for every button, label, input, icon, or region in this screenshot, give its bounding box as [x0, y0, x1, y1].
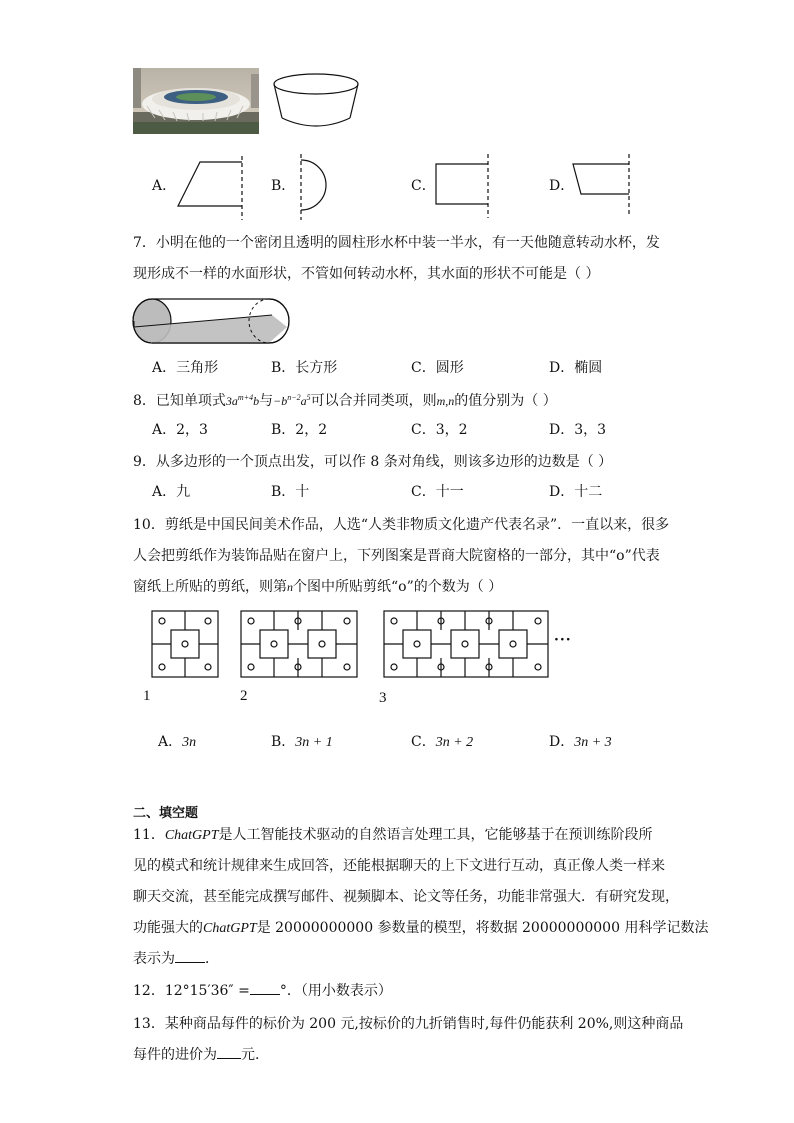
q10-var-n: n — [287, 580, 293, 594]
q8-monomial-1: $3a^{m+4}b$ — [225, 393, 260, 408]
q8-option-a[interactable]: A．2，3 — [152, 422, 208, 438]
q9-option-d[interactable]: D．十二 — [549, 484, 603, 500]
cylinder-cup-figure — [132, 297, 292, 347]
q11-line4: 功能强大的ChatGPT是 20000000000 参数量的模型，将数据 20000000000 用科学记数法 — [133, 920, 709, 936]
q7-option-c[interactable]: C．圆形 — [411, 360, 464, 376]
q11-answer-blank[interactable] — [175, 948, 205, 963]
q9-option-a[interactable]: A．九 — [152, 484, 191, 500]
q6-option-a-trapezoid-shape[interactable] — [176, 160, 256, 222]
q6-option-d-label[interactable]: D． — [549, 178, 575, 194]
q10-option-b[interactable]: B．3n + 1 — [271, 734, 333, 750]
q11-line2: 见的模式和统计规律来生成回答，还能根据聊天的上下文进行互动，真正像人类一样来 — [133, 858, 665, 874]
q8-suffix2: 的值分别为（ ） — [454, 393, 557, 409]
window-pattern-label-1: 1 — [143, 688, 151, 704]
q6-option-d-trapezoid-shape[interactable] — [571, 160, 637, 222]
q10-option-c[interactable]: C．3n + 2 — [411, 734, 474, 750]
window-pattern-label-2: 2 — [240, 688, 248, 704]
q10-option-d[interactable]: D．3n + 3 — [549, 734, 612, 750]
q8-option-c[interactable]: C．3，2 — [411, 422, 468, 438]
q7-option-d[interactable]: D．椭圆 — [549, 360, 603, 376]
q8-prefix: 8．已知单项式 — [133, 393, 226, 409]
q8-mid: 与 — [259, 393, 274, 409]
q11-line1: 11．ChatGPT是人工智能技术驱动的自然语言处理工具，它能够基于在预训练阶段所 — [133, 827, 653, 843]
q8-stem — [133, 387, 557, 412]
q7-option-b[interactable]: B．长方形 — [271, 360, 338, 376]
bowl-shape-figure — [271, 68, 361, 128]
q8-option-d[interactable]: D．3，3 — [549, 422, 607, 438]
q10-line3-b: 个图中所贴剪纸“o”的个数为（ ） — [293, 579, 503, 595]
q12-line: 12．12°15′36″ = °．（用小数表示） — [133, 980, 392, 1002]
window-pattern-figure-3 — [383, 610, 551, 678]
q9-stem: 9．从多边形的一个顶点出发，可以作 8 条对角线，则该多边形的边数是（ ） — [133, 454, 613, 470]
q6-option-a-label[interactable]: A． — [152, 178, 177, 194]
q6-option-c-label[interactable]: C． — [411, 178, 436, 194]
q8-suffix1: 可以合并同类项，则 — [310, 393, 437, 409]
q13-line1: 13．某种商品每件的标价为 200 元,按标价的九折销售时,每件仍能获利 20%,则这种商品 — [133, 1016, 684, 1032]
q6-option-b-label[interactable]: B． — [271, 178, 296, 194]
q8-option-b[interactable]: B．2，2 — [271, 422, 328, 438]
pattern-ellipsis: ··· — [554, 632, 572, 648]
q7-stem-line2: 现形成不一样的水面形状，不管如何转动水杯，其水面的形状不可能是（ ） — [133, 266, 600, 282]
q9-option-c[interactable]: C．十一 — [411, 484, 464, 500]
stadium-photo — [133, 68, 259, 134]
q8-vars: m,n — [436, 394, 455, 408]
q10-line3-a: 窗纸上所贴的剪纸，则第 — [133, 579, 287, 595]
q13-answer-blank[interactable] — [217, 1044, 241, 1059]
q13-line2: 每件的进价为 元. — [133, 1044, 259, 1066]
q6-option-c-rectangle-shape[interactable] — [434, 160, 494, 222]
q9-option-b[interactable]: B．十 — [271, 484, 310, 500]
q6-option-b-semicircle-shape[interactable] — [295, 160, 335, 222]
q12-answer-blank[interactable] — [250, 980, 280, 995]
q11-line3: 聊天交流，甚至能完成撰写邮件、视频脚本、论文等任务，功能非常强大．有研究发现， — [133, 889, 679, 905]
q8-monomial-2: $-b^{n-2}a^5$ — [273, 393, 311, 408]
q7-option-a[interactable]: A．三角形 — [152, 360, 219, 376]
q7-stem-line1: 7．小明在他的一个密闭且透明的圆柱形水杯中装一半水，有一天他随意转动水杯，发 — [133, 235, 660, 251]
q10-stem-line3 — [133, 576, 502, 598]
window-pattern-label-3: 3 — [379, 690, 387, 706]
q10-stem-line1: 10．剪纸是中国民间美术作品，人选“人类非物质文化遗产代表名录”．一直以来，很多 — [133, 517, 670, 533]
q10-option-a[interactable]: A．3n — [158, 734, 197, 750]
section-title-fill-in: 二、填空题 — [133, 806, 199, 821]
window-pattern-figure-1 — [151, 610, 221, 678]
q10-stem-line2: 人会把剪纸作为装饰品贴在窗户上，下列图案是晋商大院窗格的一部分，其中“o”代表 — [133, 548, 660, 564]
q11-line5: 表示为 ． — [133, 948, 219, 970]
window-pattern-figure-2 — [240, 610, 362, 678]
